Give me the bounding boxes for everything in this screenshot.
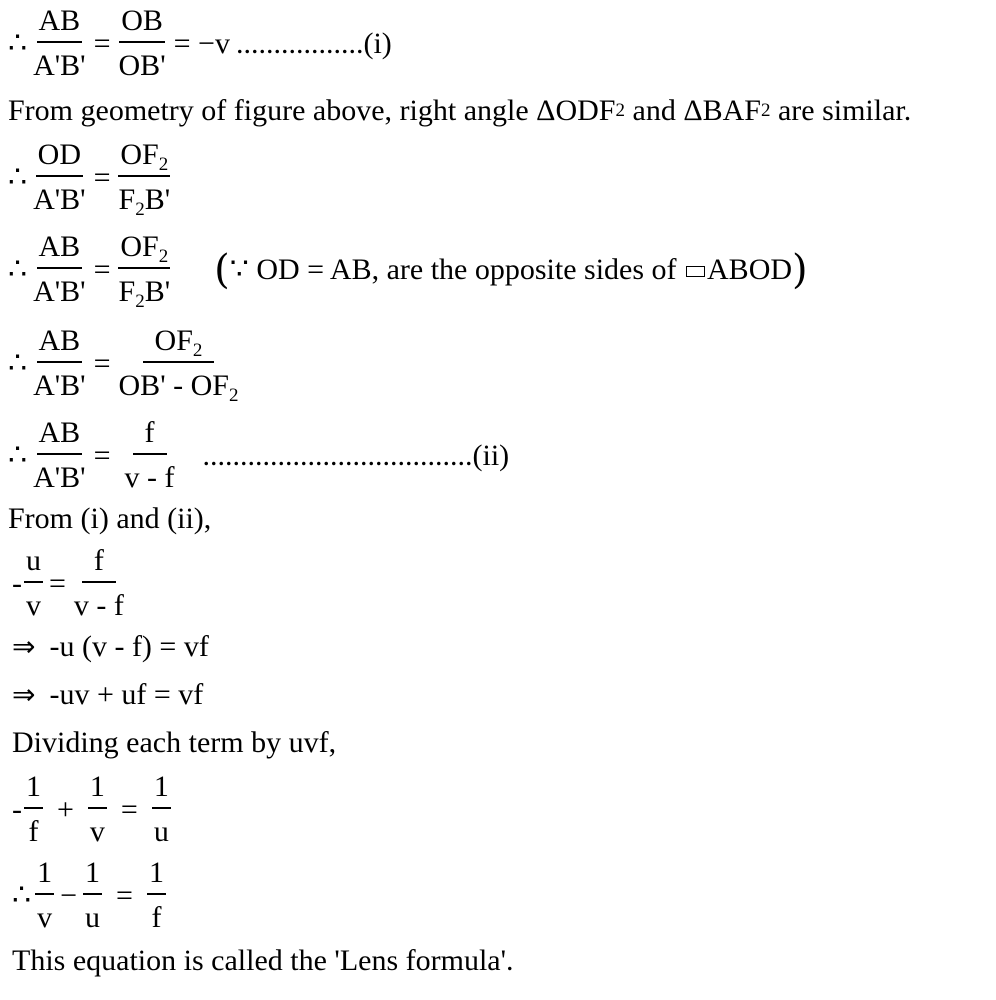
fraction-ob-over-ob1: $\frac{OB}{OB'}$ [118, 4, 166, 82]
equation-reciprocal: - $\frac{1}{f}$ + $\frac{1}{v}$ = $\frac{1}{u}$ [12, 770, 169, 848]
equation-i: ∴ $\frac{AB}{A'B'}$ = $\frac{OB}{OB'}$ = −v ................. (i) [8, 4, 392, 82]
equation-tag: (i) [363, 26, 392, 60]
equation-step-2: ⇒ -uv + uf = vf [12, 678, 204, 711]
dividing-text: Dividing each term by uvf, [12, 726, 337, 759]
implies-icon: ⇒ [12, 678, 36, 711]
final-text: This equation is called the 'Lens formula'. [12, 944, 514, 977]
fraction-ab-over-a1b1: $\frac{AB}{A'B'}$ [33, 4, 86, 82]
equation-ii: ∴ $\frac{AB}{A'B'}$ = $\frac{f}{v - f}$ .................................... (ii) [8, 416, 510, 494]
lens-formula-equation: ∴ $\frac{1}{v}$ − $\frac{1}{u}$ = $\frac{1}{f}$ [12, 856, 164, 934]
fraction-od-over-a1b1: $\frac{OD}{A'B'}$ [33, 138, 86, 216]
equation-u-over-v: - $\frac{u}{v}$ = $\frac{f}{v - f}$ [12, 544, 124, 622]
from-text: From (i) and (ii), [8, 502, 212, 535]
equation-od-ratio: ∴ $\frac{OD}{A'B'}$ = $\frac{OF_2}{F_2B'}$ [8, 138, 171, 220]
fraction-of2-over-f2b1: $\frac{OF_2}{F_2B'}$ [118, 138, 171, 220]
equation-ob-minus-of2: ∴ $\frac{AB}{A'B'}$ = $\frac{OF_2}{OB' - OF_2}$ [8, 324, 239, 406]
equation-step-1: ⇒ -u (v - f) = vf [12, 630, 209, 663]
equation-ab-of2-ratio: ∴ $\frac{AB}{A'B'}$ = $\frac{OF_2}{F_2B'}$ ( ∵ OD = AB, are the opposite sides of ABOD ) [8, 230, 808, 312]
rectangle-icon [686, 266, 705, 277]
reason-text: ∵ OD = AB, are the opposite sides of ABOD [229, 252, 793, 286]
therefore-symbol: ∴ [8, 26, 28, 60]
geometry-text: From geometry of figure above, right angle ΔODF 2 and ΔBAF 2 are similar. [8, 94, 912, 127]
equation-tag: (ii) [472, 438, 510, 472]
implies-icon: ⇒ [12, 630, 36, 663]
